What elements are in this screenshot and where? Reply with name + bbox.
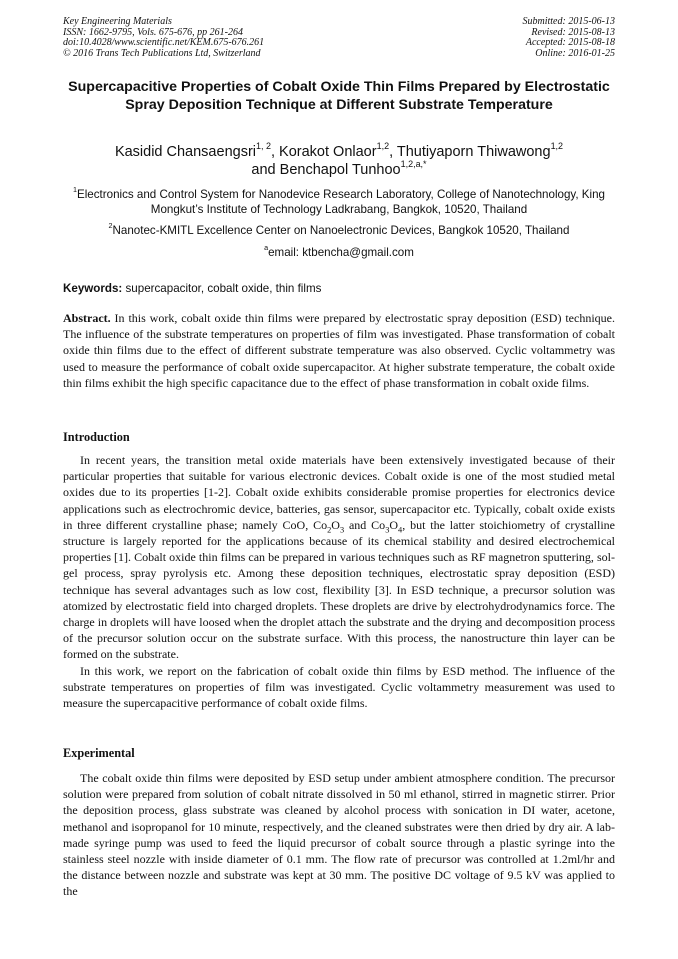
abstract-text: In this work, cobalt oxide thin films were prepared by electrostatic spray deposition (ESD) technique. The influence of the substrate temperatures on properties of film was investigated. Phase transformation of cobalt oxide thin films due to the effect of different substrate temperature was also observed. Cyclic voltammetry was used to measure the performance of cobalt oxide supercapacitor. At higher substrate temperature, the cobalt oxide thin films exhibit the high specific capacitance due to the effect of phase transformation in cobalt oxide films. <box>63 311 615 390</box>
affiliation-mark: 1,2 <box>550 141 564 152</box>
abstract <box>63 310 615 391</box>
abstract-label: Abstract. <box>63 311 111 325</box>
keywords-text: supercapacitor, cobalt oxide, thin films <box>122 282 322 295</box>
author-list <box>63 143 615 179</box>
journal-name: Key Engineering Materials <box>63 16 172 27</box>
author-name: Kasidid Chansaengsri <box>114 144 256 160</box>
experimental-heading: Experimental <box>63 746 135 760</box>
issn: ISSN: 1662-9795, Vols. 675-676, pp 261-264 <box>63 26 243 38</box>
journal-info <box>63 17 264 59</box>
doi: doi:10.4028/www.scientific.net/KEM.675-676.261 <box>63 37 265 49</box>
introduction-body <box>63 452 615 711</box>
online-date: Online: 2016-01-25 <box>535 47 615 59</box>
affiliation-2: $^2$Nanotec-KMITL Excellence Center on Nanoelectronic Devices, Bangkok 10520, Thailand <box>108 221 570 237</box>
corresponding-email: $^a$email: ktbencha@gmail.com <box>264 243 414 259</box>
submitted-date: Submitted: 2015-06-13 <box>522 16 615 27</box>
paragraph: In recent years, the transition metal oxide materials have been extensively investigated because of their particular properties that suitable for various electronic devices. Cobalt oxide is one of the most studied metal oxides due to its properties [1-2]. Cobalt oxide exhibits considerable promise properties for electronics device applications such as electrochromic device, batteries, gas sensor, supercapacitor etc. Typically, cobalt oxide exists in three different crystalline phase; namely CoO, $Co_2O_3$ and $Co_3O_4$, but the latter stoichiometry of crystalline structure is largely reported for the applications because of its chemical stability and desired electrochemical properties [1]. Cobalt oxide thin films can be prepared in various techniques such as RF magnetron sputtering, sol-gel process, spray pyrolysis etc. Among these deposition techniques, electrostatic spray deposition (ESD) technique has several advantages such as low cost, flexibility [3]. In ESD technique, a precursor solution was atomized by electrostatic field into charged droplets. These droplets are drive by electrohydrodynamics force. The charge in droplets will have loosed when the droplet attach the substrate and the drying and decomposition process of the precursor solution occur on the substrate surface. With this process, the nanostructure thin layer can be formed on the substrate. <box>63 453 615 662</box>
publication-dates <box>523 17 616 59</box>
affiliation-1: $^1$Electronics and Control System for Nanodevice Research Laboratory, College of Nanotechnology, King Mongkut’s Institute of Technology Ladkrabang, Bangkok, 10520, Thailand <box>72 185 605 216</box>
author-name: and Benchapol Tunhoo <box>251 162 401 178</box>
revised-date: Revised: 2015-08-13 <box>531 26 615 38</box>
paragraph: The cobalt oxide thin films were deposited by ESD setup under ambient atmosphere condition. The precursor solution were prepared from solution of cobalt nitrate dissolved in 50 ml ethanol, stirred in magnetic stirrer. Prior the deposition process, glass substrate was cleaned by alcohol process with sonication in DI water, acetone, methanol and isopropanol for 10 minute, respectively, and the cleaned substrates were then dried by dry air. A lab-made syringe pump was used to feed the liquid precursor of cobalt source through a plastic syringe into the stainless steel nozzle with inside diameter of 0.1 mm. The flow rate of precursor was controlled at 1.2ml/hr and the distance between nozzle and substrate was kept at 30 mm. The positive DC voltage of 9.5 kV was applied to the <box>63 771 615 899</box>
author-name: , Korakot Onlaor <box>271 144 377 160</box>
paragraph: In this work, we report on the fabrication of cobalt oxide thin films by ESD method. The influence of the substrate temperatures on properties of film was investigated. Cyclic voltammetry measurement was used to measure the supercapacitive performance of cobalt oxide films. <box>63 663 615 711</box>
accepted-date: Accepted: 2015-08-18 <box>525 37 615 49</box>
experimental-body <box>63 770 615 900</box>
affiliation-mark: 1,2 <box>376 141 390 152</box>
affiliation-mark: 1, 2 <box>256 141 271 152</box>
affiliation-mark: 1,2,a,* <box>400 159 427 170</box>
keywords-label: Keywords: <box>63 282 123 295</box>
author-name: , Thutiyaporn Thiwawong <box>389 144 551 160</box>
introduction-heading: Introduction <box>63 430 130 444</box>
paper-title: Supercapacitive Properties of Cobalt Oxide Thin Films Prepared by Electrostatic Spray Deposition Technique at Different Substrate Temperature <box>68 79 610 113</box>
keywords <box>63 282 321 295</box>
copyright: © 2016 Trans Tech Publications Ltd, Switzerland <box>63 47 261 59</box>
